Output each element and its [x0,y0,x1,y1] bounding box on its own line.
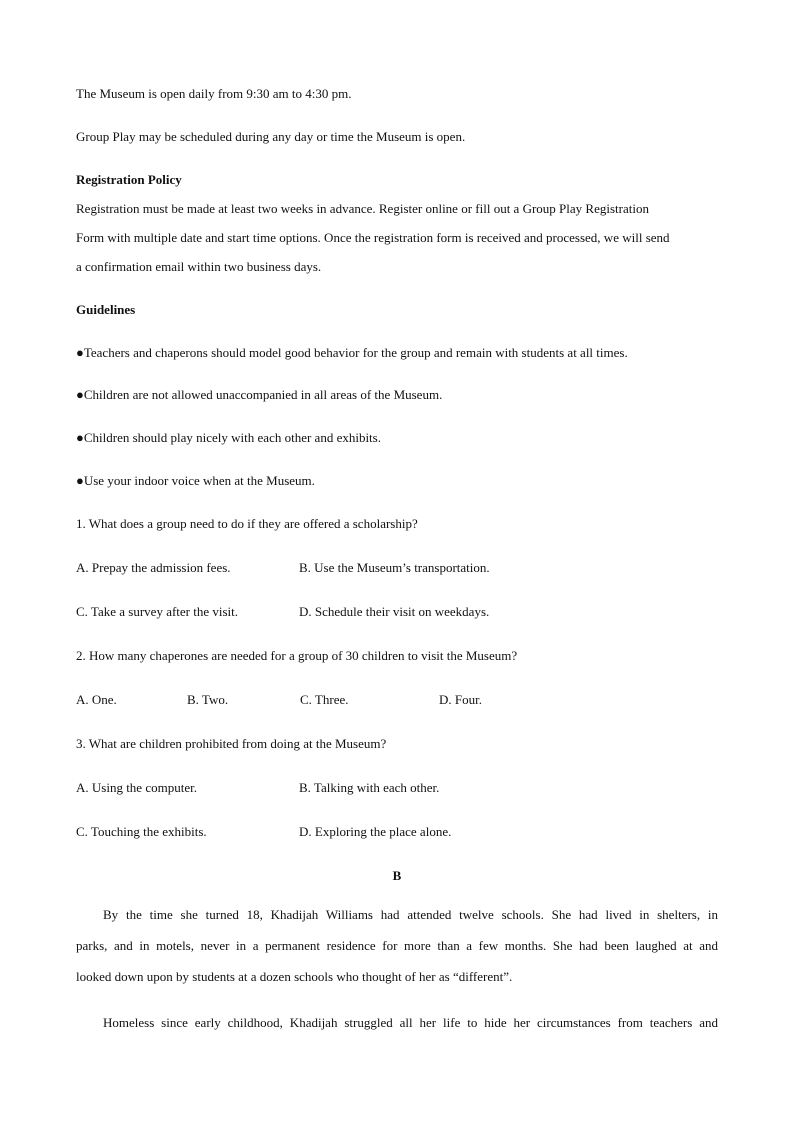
registration-line-1: Registration must be made at least two weeks in advance. Register online or fill out a Group Play Registration [76,201,649,216]
question-1-option-b: B. Use the Museum’s transportation. [299,560,490,575]
question-3-option-c: C. Touching the exhibits. [76,824,207,839]
hours-text: The Museum is open daily from 9:30 am to 4:30 pm. [76,86,352,101]
question-2-option-a: A. One. [76,692,117,707]
registration-heading: Registration Policy [76,172,182,187]
question-1-option-c: C. Take a survey after the visit. [76,604,239,619]
guideline-item: ●Children should play nicely with each other and exhibits. [76,430,381,445]
question-3-option-b: B. Talking with each other. [299,780,440,795]
guidelines-heading: Guidelines [76,302,136,317]
passage-line: Homeless since early childhood, Khadijah struggled all her life to hide her circumstances from teachers and [103,1015,718,1030]
passage-line: parks, and in motels, never in a permanent residence for more than a few months. She had been laughed at and [76,938,718,953]
question-1-stem: 1. What does a group need to do if they are offered a scholarship? [76,516,418,531]
question-3-stem: 3. What are children prohibited from doing at the Museum? [76,736,387,751]
section-b-label: B [392,868,402,883]
question-2-stem: 2. How many chaperones are needed for a group of 30 children to visit the Museum? [76,648,518,663]
question-1-option-d: D. Schedule their visit on weekdays. [299,604,490,619]
question-1-option-a: A. Prepay the admission fees. [76,560,231,575]
group-play-text: Group Play may be scheduled during any day or time the Museum is open. [76,129,466,144]
question-2-option-b: B. Two. [187,692,229,707]
guideline-item: ●Use your indoor voice when at the Museum. [76,473,315,488]
passage-line: looked down upon by students at a dozen schools who thought of her as “different”. [76,969,513,984]
guideline-item: ●Teachers and chaperons should model good behavior for the group and remain with students at all times. [76,345,628,360]
registration-line-3: a confirmation email within two business days. [76,259,322,274]
passage-line: By the time she turned 18, Khadijah Williams had attended twelve schools. She had lived in shelters, in [103,907,718,922]
question-2-option-c: C. Three. [300,692,349,707]
question-3-option-a: A. Using the computer. [76,780,197,795]
guideline-item: ●Children are not allowed unaccompanied in all areas of the Museum. [76,387,443,402]
question-3-option-d: D. Exploring the place alone. [299,824,452,839]
question-2-option-d: D. Four. [439,692,482,707]
registration-line-2: Form with multiple date and start time options. Once the registration form is received and processed, we will send [76,230,670,245]
